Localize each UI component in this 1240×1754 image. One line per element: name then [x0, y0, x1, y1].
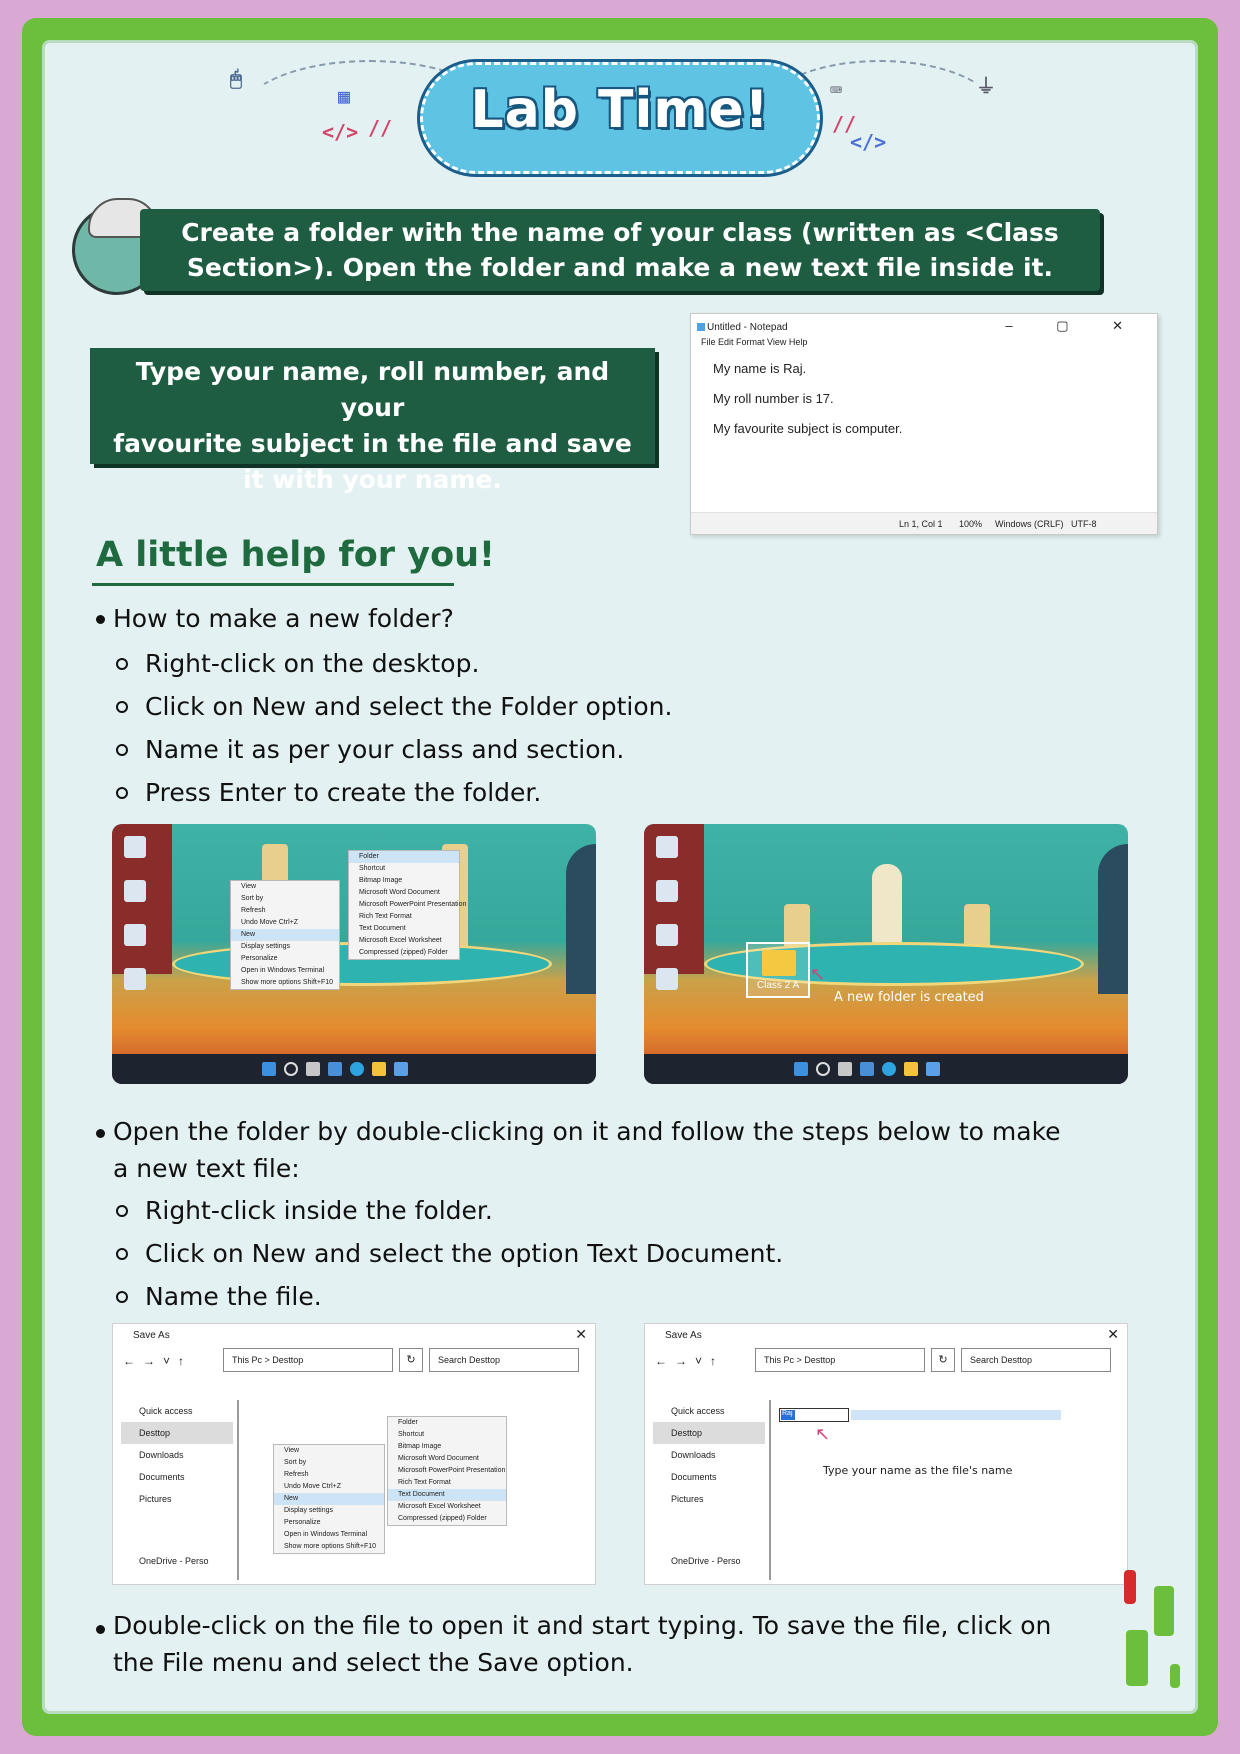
paint-stroke	[1126, 1630, 1148, 1686]
search-input[interactable]: Search Desttop	[961, 1348, 1111, 1372]
filename-rename-field[interactable]	[779, 1408, 849, 1422]
sub-folder[interactable]: Folder	[398, 1419, 418, 1426]
ctx-undo[interactable]: Undo Move Ctrl+Z	[284, 1483, 341, 1490]
notepad-menubar[interactable]: File Edit Format View Help	[701, 337, 808, 347]
start-icon[interactable]	[262, 1062, 276, 1076]
ctx-terminal[interactable]: Open in Windows Terminal	[241, 967, 325, 974]
this-pc-icon[interactable]	[124, 836, 146, 858]
ctx-new[interactable]: New	[274, 1493, 384, 1505]
rename-text: Raj	[782, 1410, 793, 1417]
sub-bullet-dot	[116, 1248, 128, 1260]
ctx-more[interactable]: Show more options Shift+F10	[284, 1543, 377, 1550]
photos-icon[interactable]	[394, 1062, 408, 1076]
curtain-right	[1098, 844, 1128, 994]
notepad-title: Untitled - Notepad	[707, 322, 788, 333]
slash-icon: //	[368, 116, 393, 140]
edge-icon[interactable]	[882, 1062, 896, 1076]
file-explorer-icon[interactable]	[372, 1062, 386, 1076]
ctx-new[interactable]: New	[231, 929, 339, 941]
bullet2-line2: a new text file:	[113, 1154, 300, 1183]
ctx-refresh[interactable]: Refresh	[284, 1471, 309, 1478]
status-zoom: 100%	[959, 519, 983, 529]
notepad-desktop-icon[interactable]	[124, 968, 146, 990]
notepad-window	[690, 313, 1158, 535]
sub-zip[interactable]: Compressed (zipped) Folder	[398, 1515, 487, 1522]
status-line-ending: Windows (CRLF)	[995, 519, 1064, 529]
selected-row-highlight	[851, 1410, 1061, 1420]
control-panel-icon[interactable]	[124, 924, 146, 946]
task-banner-1	[140, 209, 1100, 291]
ctx-more[interactable]: Show more options Shift+F10	[241, 979, 334, 986]
mouse-icon: 🖱	[230, 66, 242, 90]
sub-bullet-dot	[116, 744, 128, 756]
sidebar-documents[interactable]: Documents	[671, 1472, 717, 1482]
desktop-screenshot-new-folder	[644, 824, 1128, 1084]
paint-stroke	[1170, 1664, 1180, 1688]
new-folder-caption: A new folder is created	[834, 990, 984, 1005]
address-bar[interactable]: This Pc > Desttop	[223, 1348, 393, 1372]
bullet3-line2: the File menu and select the Save option.	[113, 1648, 634, 1677]
arrow-icon: ↖	[810, 964, 826, 985]
recycle-bin-icon[interactable]	[656, 880, 678, 902]
sub-text[interactable]: Text Document	[359, 925, 406, 932]
sub-shortcut[interactable]: Shortcut	[359, 865, 386, 872]
dialog-title: Save As	[133, 1330, 170, 1341]
bullet-dot	[96, 615, 105, 624]
sidebar-quick-access[interactable]: Quick access	[139, 1406, 193, 1416]
ctx-display[interactable]: Display settings	[284, 1507, 334, 1514]
sub-text[interactable]: Text Document	[388, 1489, 506, 1501]
task-view-icon[interactable]	[306, 1062, 320, 1076]
new-folder[interactable]	[746, 942, 810, 998]
sidebar-onedrive[interactable]: OneDrive - Perso	[671, 1556, 741, 1566]
sidebar-pictures[interactable]: Pictures	[139, 1494, 172, 1504]
bullet-new-folder: How to make a new folder?	[113, 604, 454, 633]
rename-caption: Type your name as the file's name	[823, 1464, 1013, 1477]
status-position: Ln 1, Col 1	[899, 519, 943, 529]
desktop-screenshot-context-menu	[112, 824, 596, 1084]
bullet-dot	[96, 1625, 105, 1634]
file-explorer-icon[interactable]	[904, 1062, 918, 1076]
slash-icon-right: //	[832, 112, 857, 136]
notepad-icon	[697, 323, 705, 331]
help-heading: A little help for you!	[96, 535, 495, 575]
refresh-icon[interactable]: ↻	[931, 1348, 955, 1372]
task1-line1: Create a folder with the name of your class (written as <Class	[181, 218, 1059, 247]
search-icon[interactable]	[816, 1062, 830, 1076]
recycle-bin-icon[interactable]	[124, 880, 146, 902]
edge-icon[interactable]	[350, 1062, 364, 1076]
sub-bullet-dot	[116, 658, 128, 670]
vase	[872, 864, 902, 954]
new-submenu[interactable]	[387, 1416, 507, 1526]
sidebar-scrollbar[interactable]	[769, 1400, 771, 1580]
notepad-line-2: My roll number is 17.	[713, 391, 834, 406]
nav-arrows-icon[interactable]: ←→˅↑	[123, 1354, 193, 1368]
desktop-context-menu[interactable]	[230, 880, 340, 990]
sub-ppt[interactable]: Microsoft PowerPoint Presentation	[398, 1467, 506, 1474]
arrow-icon: ↖	[815, 1424, 831, 1444]
refresh-icon[interactable]: ↻	[399, 1348, 423, 1372]
chip-icon: ▦	[338, 84, 351, 108]
ctx-refresh[interactable]: Refresh	[241, 907, 266, 914]
photos-icon[interactable]	[926, 1062, 940, 1076]
usb-icon: ⏚	[976, 74, 996, 98]
sub-folder[interactable]: Folder	[349, 851, 459, 863]
curtain-right	[566, 844, 596, 994]
task2-line2: favourite subject in the file and save	[113, 429, 632, 458]
sub-excel[interactable]: Microsoft Excel Worksheet	[398, 1503, 481, 1510]
sidebar-desktop[interactable]: Desttop	[121, 1422, 233, 1444]
task2-line1: Type your name, roll number, and your	[135, 357, 610, 422]
control-panel-icon[interactable]	[656, 924, 678, 946]
step1-2: Click on New and select the Folder option.	[145, 692, 673, 721]
heading-underline	[92, 583, 454, 586]
save-as-dialog-rename	[644, 1323, 1128, 1585]
sidebar-documents[interactable]: Documents	[139, 1472, 185, 1482]
folder-label: Class 2 A	[756, 980, 800, 991]
step1-1: Right-click on the desktop.	[145, 649, 480, 678]
sub-word[interactable]: Microsoft Word Document	[398, 1455, 479, 1462]
ctx-sort[interactable]: Sort by	[241, 895, 264, 902]
step2-2: Click on New and select the option Text Document.	[145, 1239, 784, 1268]
sidebar-scrollbar[interactable]	[237, 1400, 239, 1580]
notepad-line-1: My name is Raj.	[713, 361, 807, 376]
widgets-icon[interactable]	[328, 1062, 342, 1076]
code-tag-icon-right: </>	[850, 130, 887, 154]
ctx-sort[interactable]: Sort by	[284, 1459, 307, 1466]
dialog-sidebar	[121, 1400, 233, 1572]
paint-drop-red	[1124, 1570, 1136, 1604]
folder-context-menu[interactable]	[273, 1444, 385, 1554]
taskbar	[644, 1054, 1128, 1084]
search-input[interactable]: Search Desttop	[429, 1348, 579, 1372]
search-icon[interactable]	[284, 1062, 298, 1076]
step1-4: Press Enter to create the folder.	[145, 778, 542, 807]
bullet-dot	[96, 1129, 105, 1138]
keyboard-icon: ⌨	[830, 78, 843, 102]
sub-bitmap[interactable]: Bitmap Image	[398, 1443, 442, 1450]
status-encoding: UTF-8	[1071, 519, 1097, 529]
sub-shortcut[interactable]: Shortcut	[398, 1431, 425, 1438]
address-bar[interactable]: This Pc > Desttop	[755, 1348, 925, 1372]
ctx-terminal[interactable]: Open in Windows Terminal	[284, 1531, 368, 1538]
sub-bitmap[interactable]: Bitmap Image	[359, 877, 403, 884]
sub-zip[interactable]: Compressed (zipped) Folder	[359, 949, 448, 956]
sub-word[interactable]: Microsoft Word Document	[359, 889, 440, 896]
this-pc-icon[interactable]	[656, 836, 678, 858]
sub-rtf[interactable]: Rich Text Format	[359, 913, 412, 920]
sub-rtf[interactable]: Rich Text Format	[398, 1479, 451, 1486]
save-as-dialog-context-menu	[112, 1323, 596, 1585]
ctx-personalize[interactable]: Personalize	[284, 1519, 321, 1526]
start-icon[interactable]	[794, 1062, 808, 1076]
ctx-display[interactable]: Display settings	[241, 943, 291, 950]
notepad-statusbar	[691, 512, 1157, 534]
close-icon[interactable]: ✕	[1107, 1326, 1119, 1342]
paint-stroke	[1154, 1586, 1174, 1636]
widgets-icon[interactable]	[860, 1062, 874, 1076]
window-controls[interactable]: – ▢ ✕	[1005, 318, 1143, 333]
ctx-view[interactable]: View	[284, 1447, 300, 1454]
task1-line2: Section>). Open the folder and make a new text file inside it.	[186, 253, 1054, 282]
sub-bullet-dot	[116, 701, 128, 713]
nav-arrows-icon[interactable]: ←→˅↑	[655, 1354, 725, 1368]
sidebar-onedrive[interactable]: OneDrive - Perso	[139, 1556, 209, 1566]
page-title: Lab Time!	[470, 80, 770, 140]
code-tag-icon: </>	[322, 120, 359, 144]
bullet3-line1: Double-click on the file to open it and start typing. To save the file, click on	[113, 1611, 1052, 1640]
task-banner-2	[90, 348, 655, 494]
dialog-sidebar	[653, 1400, 765, 1572]
step1-3: Name it as per your class and section.	[145, 735, 625, 764]
bullet-save-file	[113, 1607, 1051, 1681]
close-icon[interactable]: ✕	[575, 1326, 587, 1342]
task2-line3: it with your name.	[243, 465, 502, 494]
sidebar-desktop[interactable]: Desttop	[653, 1422, 765, 1444]
task-view-icon[interactable]	[838, 1062, 852, 1076]
ctx-view[interactable]: View	[241, 883, 257, 890]
notepad-desktop-icon[interactable]	[656, 968, 678, 990]
dialog-title: Save As	[665, 1330, 702, 1341]
notepad-line-3: My favourite subject is computer.	[713, 421, 903, 436]
taskbar	[112, 1054, 596, 1084]
ctx-undo[interactable]: Undo Move Ctrl+Z	[241, 919, 298, 926]
sidebar-quick-access[interactable]: Quick access	[671, 1406, 725, 1416]
ctx-personalize[interactable]: Personalize	[241, 955, 278, 962]
new-submenu[interactable]	[348, 850, 467, 960]
sub-bullet-dot	[116, 1291, 128, 1303]
sidebar-downloads[interactable]: Downloads	[671, 1450, 716, 1460]
bullet2-line1: Open the folder by double-clicking on it and follow the steps below to make	[113, 1117, 1061, 1146]
sub-bullet-dot	[116, 787, 128, 799]
sub-bullet-dot	[116, 1205, 128, 1217]
bullet-open-folder	[113, 1113, 1061, 1187]
step2-1: Right-click inside the folder.	[145, 1196, 493, 1225]
sidebar-downloads[interactable]: Downloads	[139, 1450, 184, 1460]
sidebar-pictures[interactable]: Pictures	[671, 1494, 704, 1504]
sub-excel[interactable]: Microsoft Excel Worksheet	[359, 937, 442, 944]
sub-ppt[interactable]: Microsoft PowerPoint Presentation	[359, 901, 467, 908]
folder-icon	[762, 950, 796, 976]
step2-3: Name the file.	[145, 1282, 322, 1311]
